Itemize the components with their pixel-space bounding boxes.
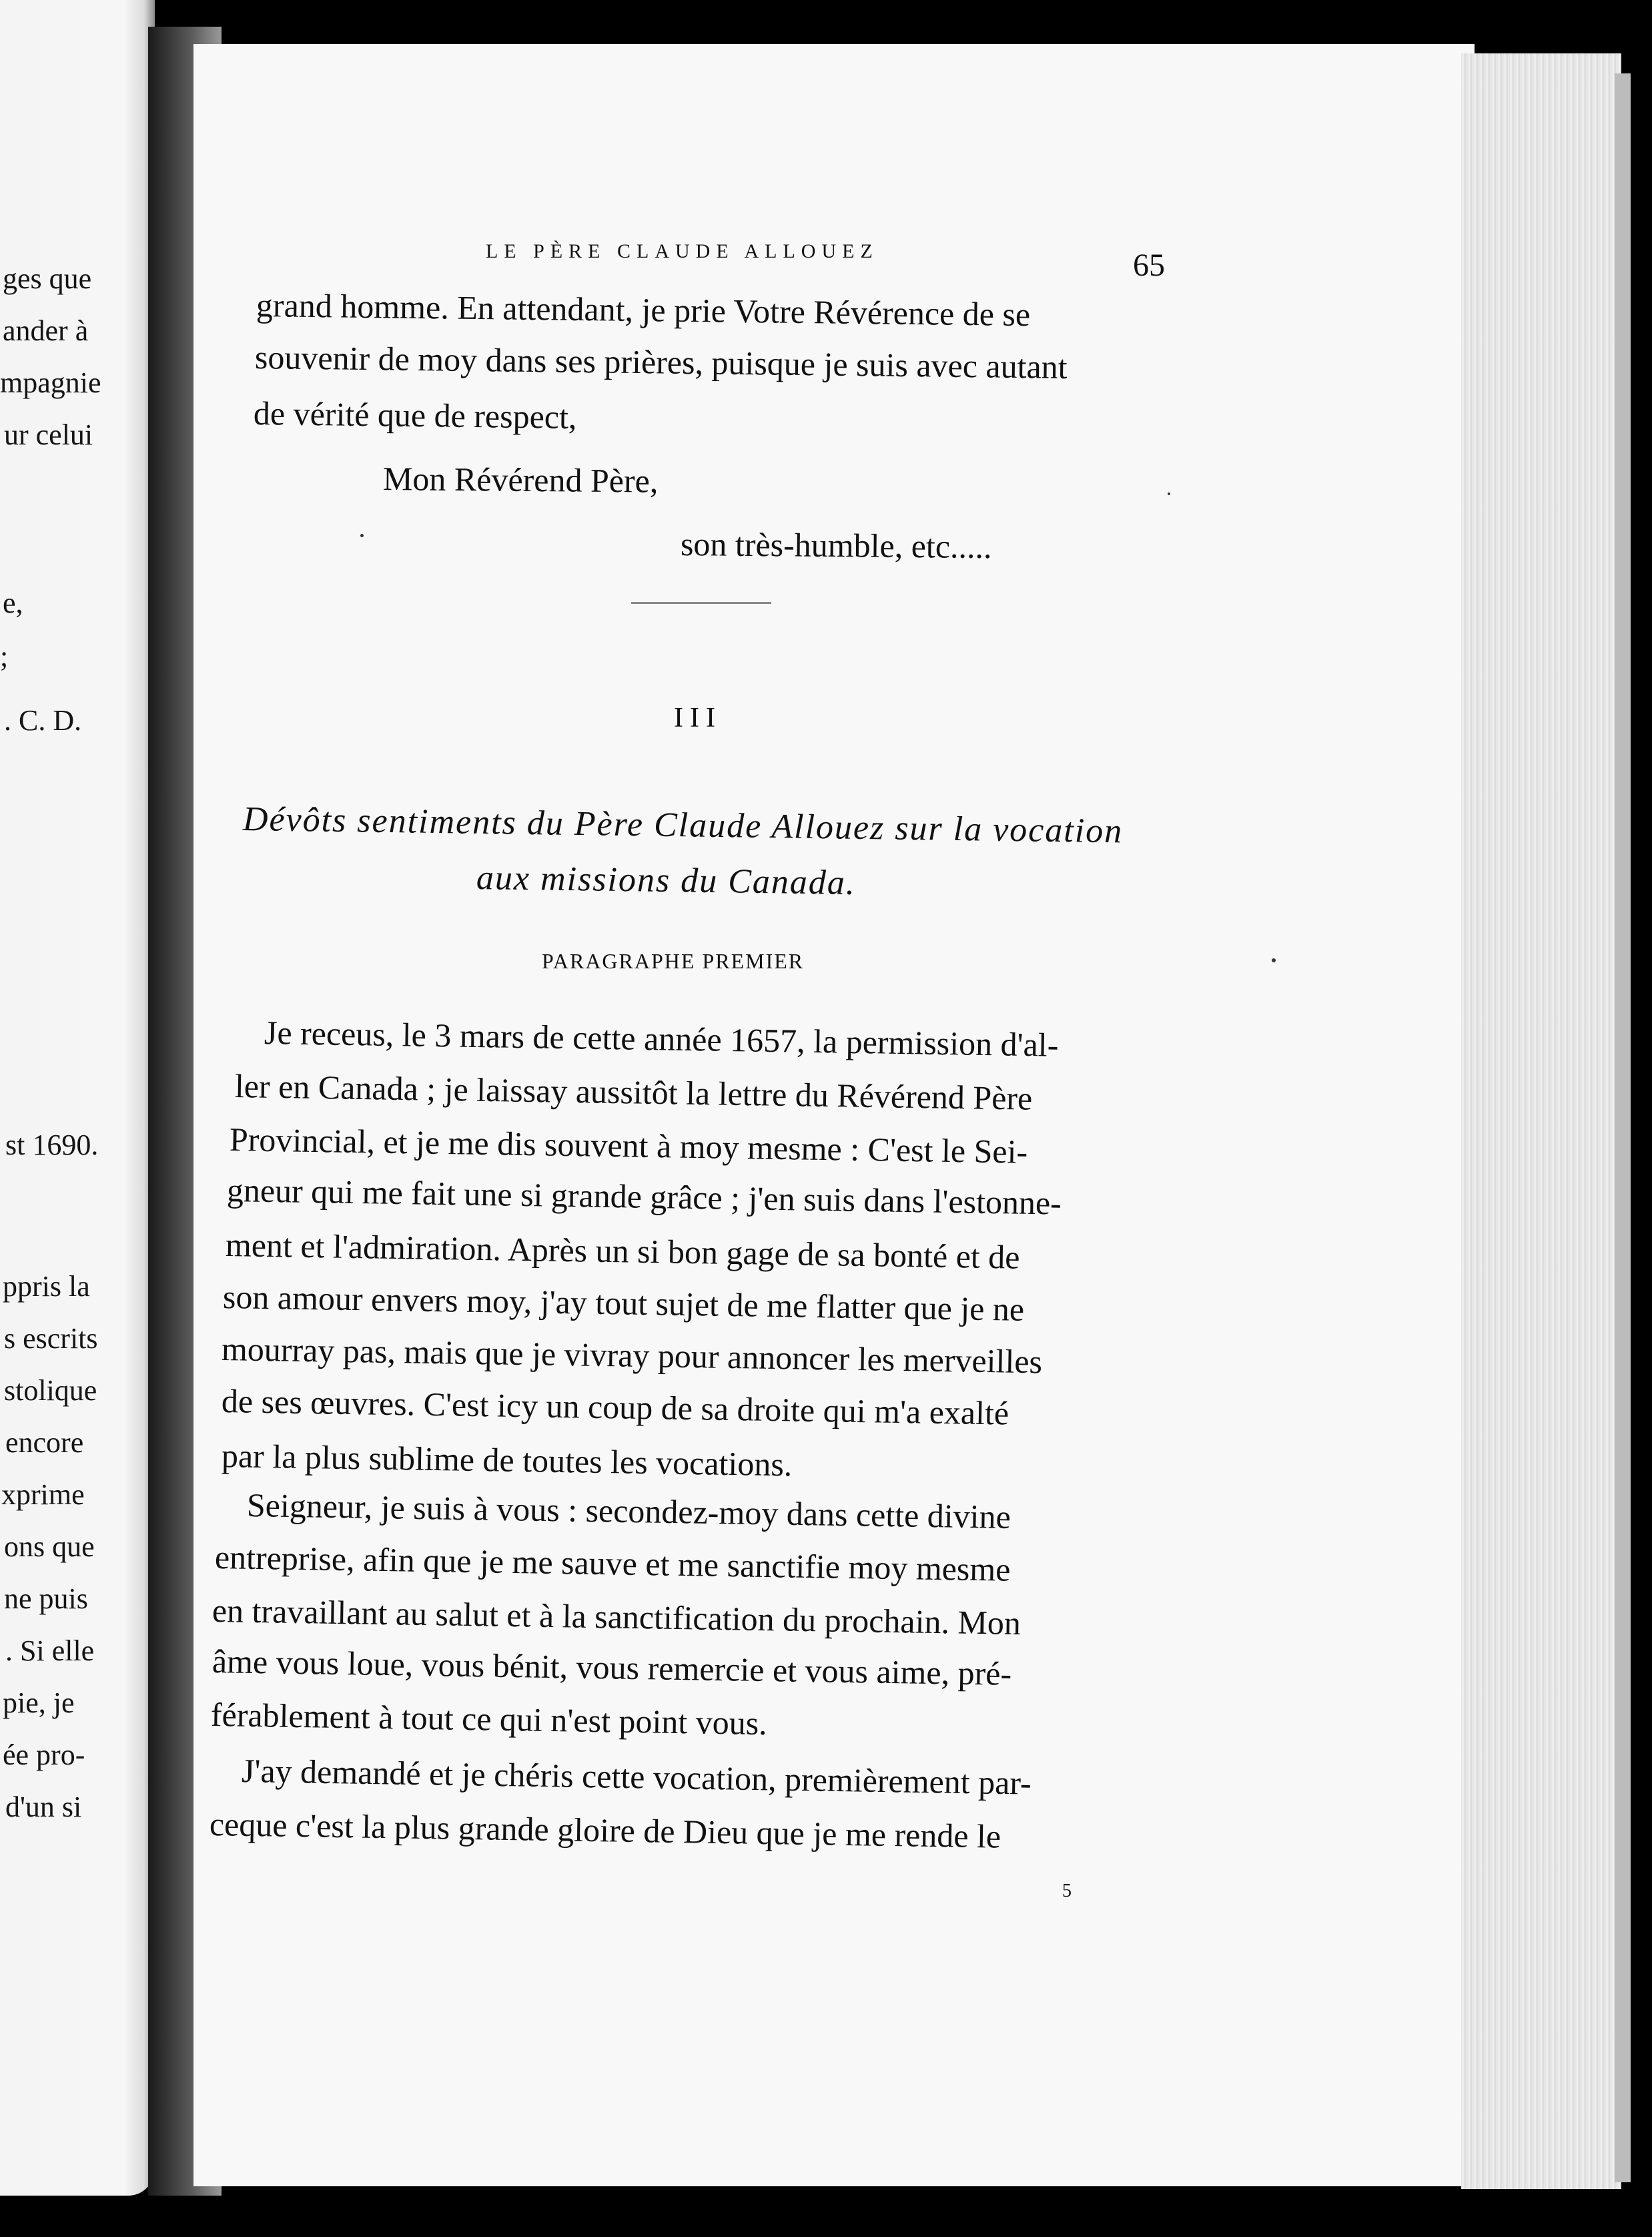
running-head: LE PÈRE CLAUDE ALLOUEZ: [486, 240, 879, 262]
text-line: par la plus sublime de toutes les vocations.: [221, 1437, 793, 1484]
left-fragment: mpagnie: [0, 366, 101, 399]
salutation: Mon Révérend Père,: [382, 460, 659, 500]
section-number: III: [674, 703, 722, 733]
text-line: grand homme. En attendant, je prie Votre Révérence de se: [256, 286, 1031, 334]
signature-mark: 5: [1062, 1881, 1072, 1901]
text-line: son amour envers moy, j'ay tout sujet de me flatter que je ne: [222, 1278, 1025, 1328]
left-fragment: ;: [0, 640, 9, 673]
text-line: de vérité que de respect,: [253, 394, 577, 436]
left-fragment: pie, je: [3, 1686, 75, 1719]
left-fragment: . Si elle: [5, 1634, 95, 1667]
text-line: Provincial, et je me dis souvent à moy mesme : C'est le Sei-: [229, 1121, 1028, 1171]
text-line: ment et l'admiration. Après un si bon gage de sa bonté et de: [225, 1226, 1020, 1276]
text-line: Seigneur, je suis à vous : secondez-moy dans cette divine: [246, 1486, 1011, 1536]
left-page: [0, 0, 155, 2196]
section-title-line: aux missions du Canada.: [476, 859, 857, 902]
text-line: J'ay demandé et je chéris cette vocation, premièrement par-: [241, 1752, 1032, 1802]
left-fragment: encore: [5, 1426, 84, 1459]
text-line: ler en Canada ; je laissay aussitôt la lettre du Révérend Père: [234, 1067, 1033, 1117]
text-line: en travaillant au salut et à la sanctification du prochain. Mon: [212, 1592, 1021, 1642]
page-number: 65: [1133, 248, 1165, 283]
left-fragment: ée pro-: [3, 1738, 85, 1771]
left-fragment: stolique: [4, 1374, 97, 1407]
section-divider-rule: [631, 602, 771, 604]
text-line: Je receus, le 3 mars de cette année 1657, la permission d'al-: [264, 1014, 1059, 1064]
scan-speck: [360, 534, 364, 537]
left-fragment: ne puis: [4, 1582, 88, 1615]
left-fragment: e,: [3, 587, 23, 619]
left-fragment: st 1690.: [5, 1129, 99, 1161]
left-fragment: ges que: [3, 262, 92, 295]
text-line: ceque c'est la plus grande gloire de Dieu que je me rende le: [209, 1805, 1001, 1855]
left-fragment: d'un si: [5, 1791, 82, 1823]
text-line: âme vous loue, vous bénit, vous remercie et vous aime, pré-: [212, 1642, 1012, 1692]
text-line: férablement à tout ce qui n'est point vous.: [210, 1696, 768, 1742]
left-fragment: ons que: [4, 1530, 95, 1563]
left-fragment: ppris la: [3, 1270, 90, 1303]
left-fragment: xprime: [1, 1478, 85, 1511]
section-title-line: Dévôts sentiments du Père Claude Allouez sur la vocation: [242, 800, 1124, 851]
text-line: souvenir de moy dans ses prières, puisque je suis avec autant: [254, 338, 1068, 386]
text-line: mourray pas, mais que je vivray pour annoncer les merveilles: [221, 1330, 1043, 1381]
closing-formula: son très-humble, etc.....: [680, 525, 992, 566]
page-edge-shadow: [1615, 73, 1631, 2182]
subheading: PARAGRAPHE PREMIER: [542, 949, 805, 973]
page-edge-stack: [1461, 53, 1621, 2189]
scan-speck: [1272, 958, 1276, 962]
left-fragment: s escrits: [4, 1322, 98, 1355]
text-line: gneur qui me fait une si grande grâce ; j'en suis dans l'estonne-: [226, 1171, 1062, 1222]
scan-speck: [1168, 493, 1170, 495]
text-line: de ses œuvres. C'est icy un coup de sa droite qui m'a exalté: [221, 1382, 1009, 1432]
left-fragment: . C. D.: [4, 704, 82, 737]
left-fragment: ander à: [3, 314, 89, 347]
left-fragment: ur celui: [4, 418, 93, 451]
text-line: entreprise, afin que je me sauve et me sanctifie moy mesme: [214, 1538, 1011, 1588]
